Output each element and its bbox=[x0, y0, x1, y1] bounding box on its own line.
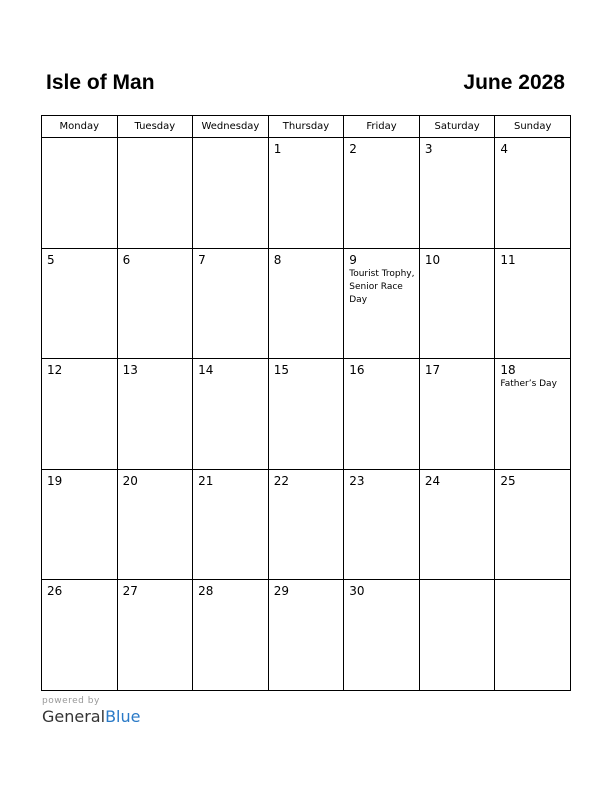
day-cell bbox=[268, 580, 344, 691]
day-cell bbox=[42, 469, 118, 580]
footer-branding bbox=[42, 696, 140, 727]
holiday-label: Father’s Day bbox=[500, 379, 557, 389]
day-cell bbox=[495, 248, 571, 359]
day-cell bbox=[344, 469, 420, 580]
country-title: Isle of Man bbox=[46, 71, 155, 94]
day-cell bbox=[193, 469, 269, 580]
day-number: 4 bbox=[500, 142, 509, 156]
day-cell bbox=[42, 359, 118, 470]
day-number: 25 bbox=[500, 473, 516, 488]
week-row bbox=[42, 138, 571, 249]
weekday-header: Wednesday bbox=[193, 116, 269, 138]
day-number: 18 bbox=[500, 363, 516, 377]
day-number: 28 bbox=[198, 584, 214, 598]
day-number: 2 bbox=[349, 142, 357, 156]
day-cell bbox=[344, 248, 420, 359]
day-cell bbox=[268, 248, 344, 359]
brand-general: General bbox=[42, 707, 106, 726]
day-number: 27 bbox=[122, 584, 138, 598]
day-cell bbox=[193, 580, 269, 691]
holiday-label: Tourist Trophy, Senior Race Day bbox=[349, 268, 415, 305]
day-number: 20 bbox=[122, 473, 138, 488]
day-cell bbox=[268, 138, 344, 249]
day-number: 26 bbox=[47, 584, 63, 598]
day-number: 14 bbox=[198, 363, 214, 377]
day-cell bbox=[495, 469, 571, 580]
weekday-header: Thursday bbox=[268, 116, 344, 138]
day-cell bbox=[344, 359, 420, 470]
day-cell bbox=[344, 138, 420, 249]
day-cell bbox=[419, 359, 495, 470]
month-title: June 2028 bbox=[463, 71, 565, 94]
day-number: 10 bbox=[424, 252, 441, 267]
day-number: 22 bbox=[273, 473, 289, 488]
powered-by-text: powered by bbox=[42, 696, 100, 706]
day-cell bbox=[268, 359, 344, 470]
week-row bbox=[42, 248, 571, 359]
day-number: 24 bbox=[424, 473, 441, 488]
day-cell bbox=[268, 469, 344, 580]
day-cell bbox=[117, 469, 193, 580]
day-cell bbox=[419, 580, 495, 691]
day-number: 5 bbox=[47, 252, 55, 267]
day-cell bbox=[419, 138, 495, 249]
day-cell bbox=[42, 138, 118, 249]
day-cell bbox=[42, 580, 118, 691]
weekday-header: Saturday bbox=[419, 116, 495, 138]
weekday-header: Sunday bbox=[495, 116, 571, 138]
day-number: 7 bbox=[198, 252, 206, 267]
day-cell bbox=[419, 248, 495, 359]
day-cell bbox=[495, 138, 571, 249]
week-row bbox=[42, 359, 571, 470]
weekday-header: Tuesday bbox=[117, 116, 193, 138]
day-cell bbox=[42, 248, 118, 359]
day-cell bbox=[193, 138, 269, 249]
day-number: 23 bbox=[349, 473, 365, 488]
day-cell bbox=[193, 248, 269, 359]
day-cell bbox=[344, 580, 420, 691]
day-cell bbox=[117, 138, 193, 249]
day-cell bbox=[193, 359, 269, 470]
calendar-grid bbox=[41, 115, 571, 691]
day-cell bbox=[419, 469, 495, 580]
day-number: 9 bbox=[349, 252, 357, 267]
brand-blue: Blue bbox=[105, 707, 141, 726]
day-number: 3 bbox=[424, 142, 433, 156]
day-number: 29 bbox=[273, 584, 289, 598]
day-number: 21 bbox=[198, 473, 214, 488]
weekday-header: Monday bbox=[42, 116, 118, 138]
week-row bbox=[42, 580, 571, 691]
day-number: 11 bbox=[500, 252, 516, 267]
day-number: 12 bbox=[47, 363, 63, 377]
brand-logo bbox=[42, 707, 140, 727]
day-cell bbox=[495, 580, 571, 691]
day-number: 13 bbox=[122, 363, 138, 377]
week-row bbox=[42, 469, 571, 580]
weekday-header: Friday bbox=[344, 116, 420, 138]
day-cell bbox=[117, 580, 193, 691]
day-cell bbox=[117, 248, 193, 359]
day-number: 30 bbox=[349, 584, 365, 598]
day-number: 17 bbox=[424, 363, 441, 377]
day-number: 6 bbox=[122, 252, 131, 267]
day-cell bbox=[495, 359, 571, 470]
day-number: 15 bbox=[273, 363, 289, 377]
day-number: 19 bbox=[47, 473, 63, 488]
day-number: 1 bbox=[273, 142, 282, 156]
weekday-header-row bbox=[42, 116, 571, 138]
day-cell bbox=[117, 359, 193, 470]
day-number: 16 bbox=[349, 363, 365, 377]
day-number: 8 bbox=[273, 252, 282, 267]
